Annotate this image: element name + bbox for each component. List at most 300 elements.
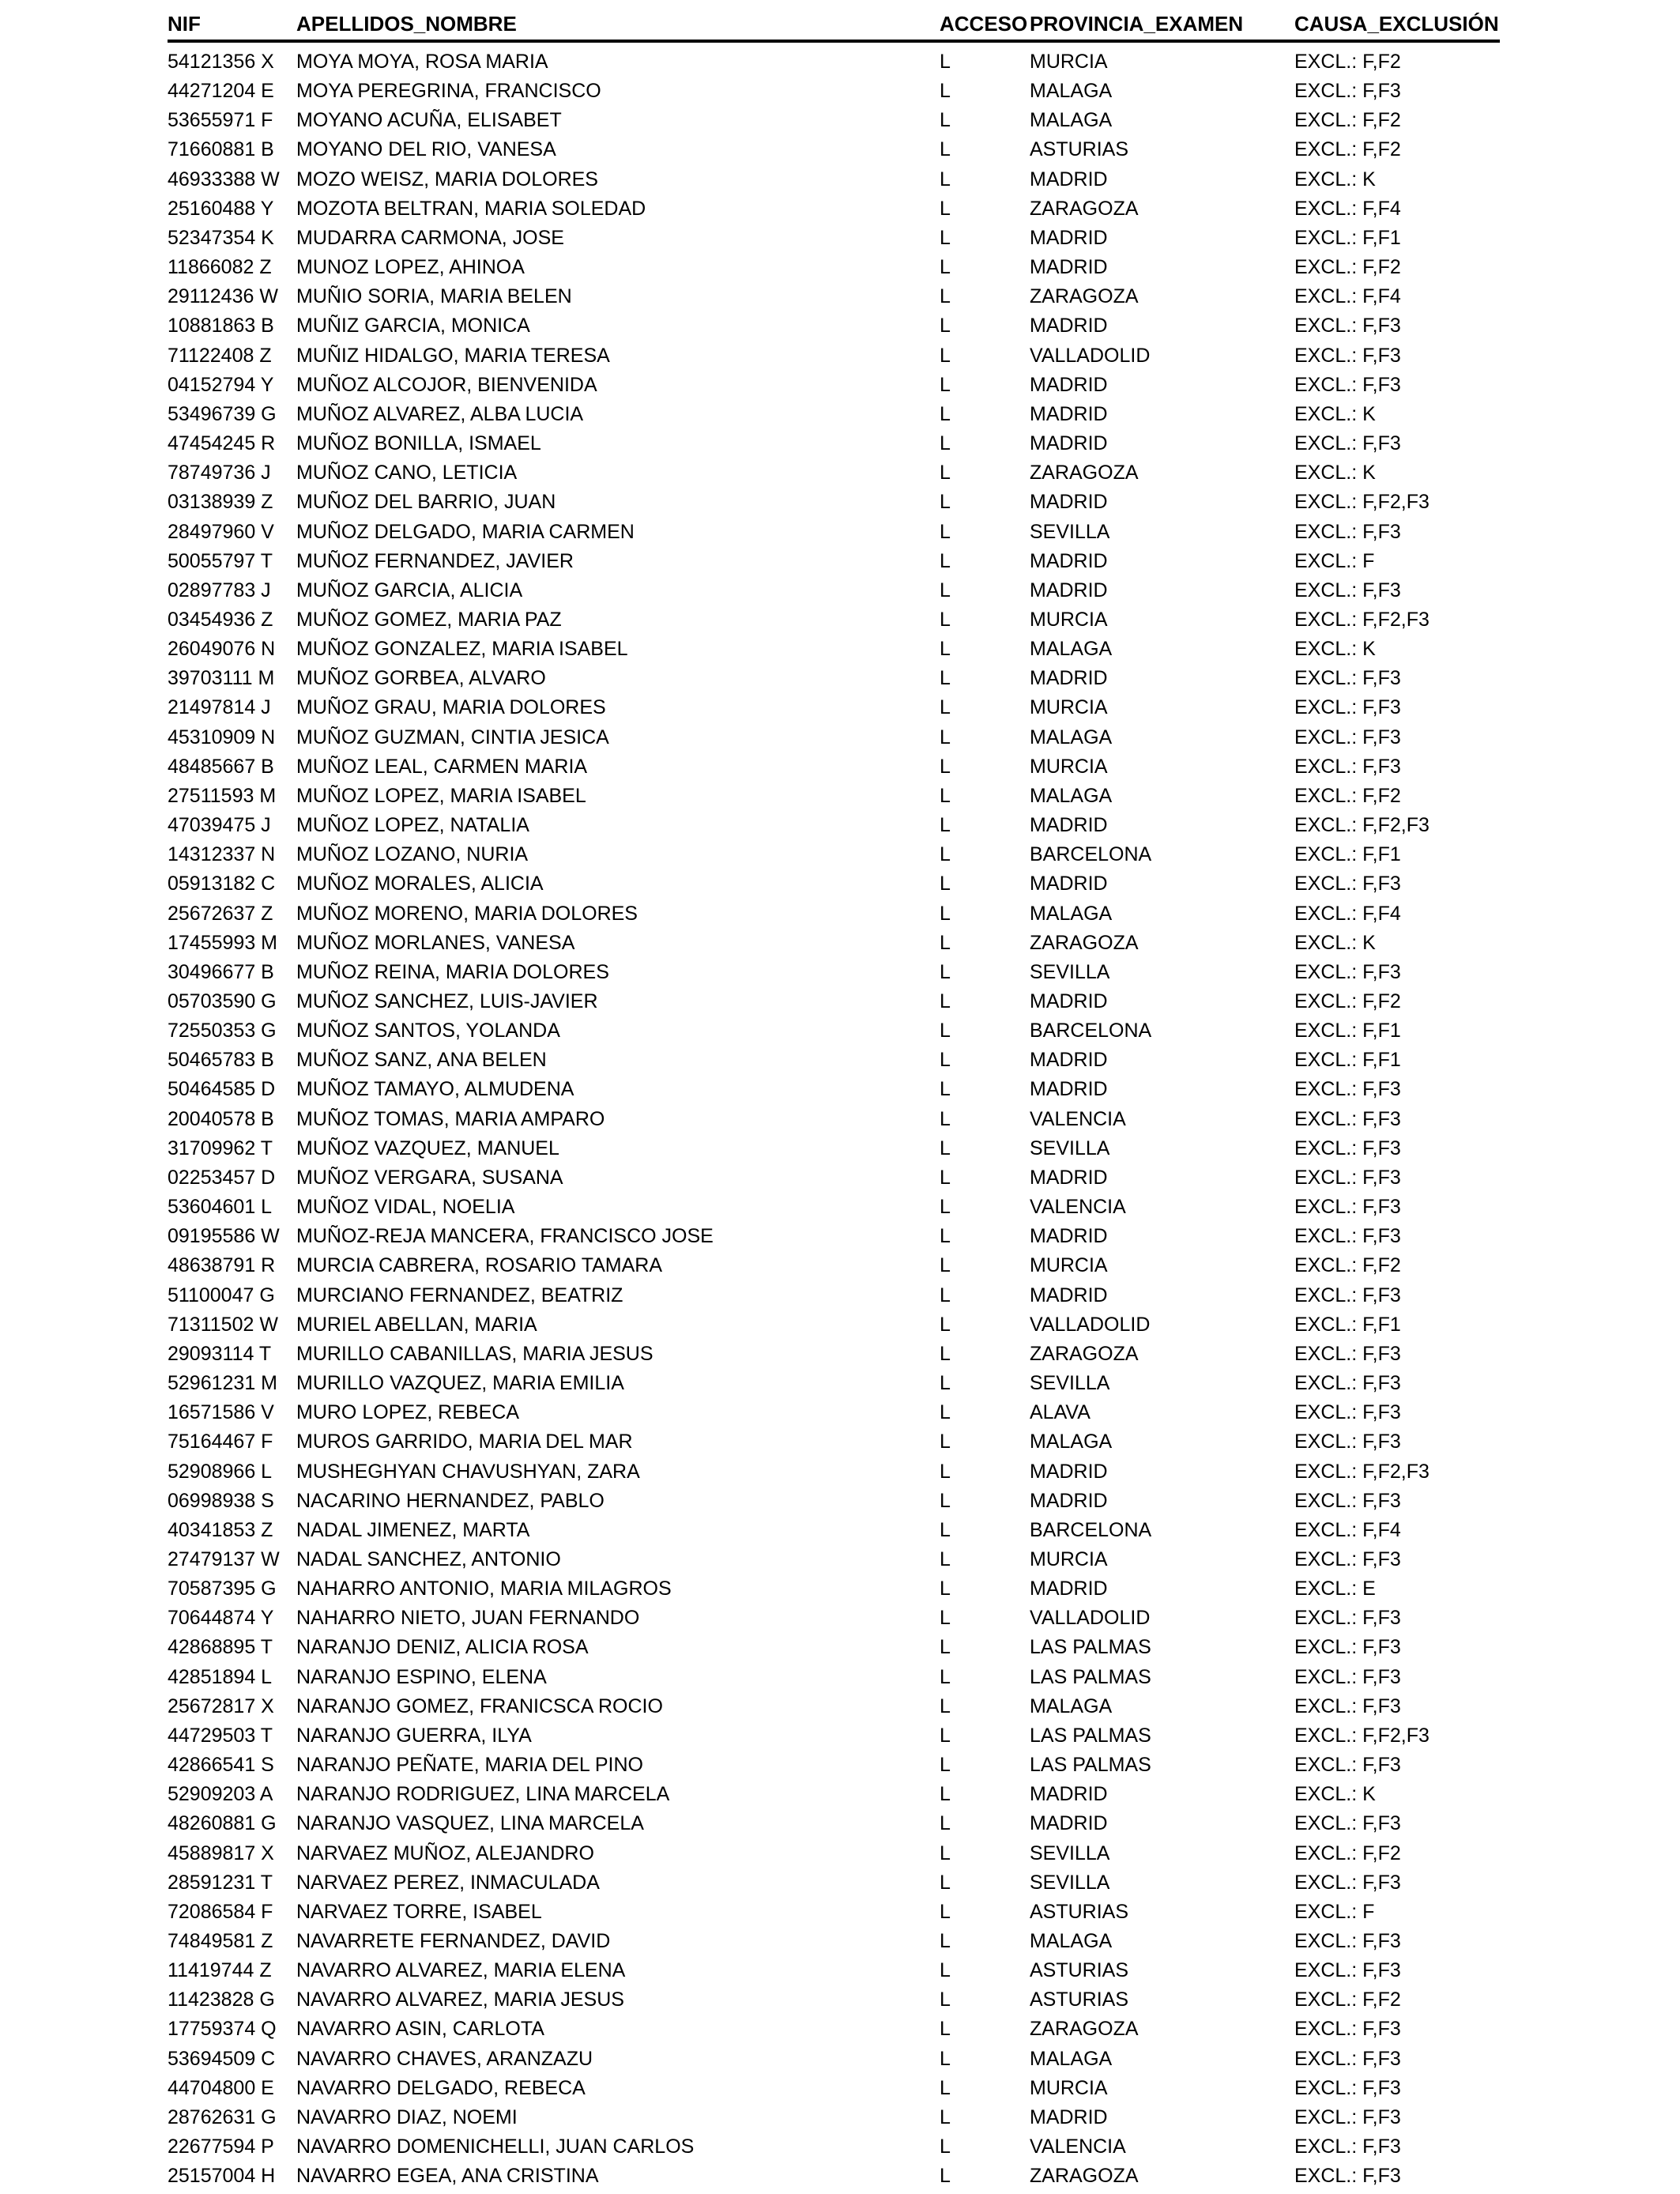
- cell-causa-exclusion: EXCL.: F,F2: [1294, 109, 1401, 132]
- cell-acceso: L: [940, 285, 951, 308]
- cell-provincia-examen: MADRID: [1030, 1489, 1108, 1512]
- cell-provincia-examen: MADRID: [1030, 549, 1108, 572]
- cell-acceso: L: [940, 373, 951, 396]
- cell-causa-exclusion: EXCL.: K: [1294, 1783, 1376, 1806]
- cell-causa-exclusion: EXCL.: F,F3: [1294, 1284, 1401, 1306]
- cell-provincia-examen: VALENCIA: [1030, 1196, 1126, 1219]
- cell-apellidos-nombre: MUÑOZ TOMAS, MARIA AMPARO: [296, 1107, 605, 1130]
- cell-provincia-examen: MURCIA: [1030, 755, 1108, 778]
- cell-nif: 46933388 W: [168, 168, 280, 190]
- table-row: [168, 1516, 1500, 1545]
- table-row: [168, 1574, 1500, 1604]
- cell-acceso: L: [940, 2018, 951, 2041]
- cell-acceso: L: [940, 1724, 951, 1747]
- cell-acceso: L: [940, 315, 951, 337]
- cell-provincia-examen: VALENCIA: [1030, 2136, 1126, 2158]
- table-row: [168, 1046, 1500, 1075]
- cell-nif: 44271204 E: [168, 80, 274, 103]
- cell-causa-exclusion: EXCL.: F: [1294, 1900, 1375, 1923]
- header-nif: NIF: [168, 12, 201, 36]
- cell-causa-exclusion: EXCL.: F,F3: [1294, 315, 1401, 337]
- cell-apellidos-nombre: MUÑIO SORIA, MARIA BELEN: [296, 285, 572, 308]
- cell-provincia-examen: ZARAGOZA: [1030, 2018, 1139, 2041]
- cell-apellidos-nombre: MUDARRA CARMONA, JOSE: [296, 226, 564, 249]
- cell-nif: 11419744 Z: [168, 1959, 272, 1982]
- cell-causa-exclusion: EXCL.: F,F2: [1294, 138, 1401, 161]
- cell-provincia-examen: SEVILLA: [1030, 1842, 1110, 1864]
- cell-causa-exclusion: EXCL.: F,F3: [1294, 1547, 1401, 1570]
- cell-nif: 53496739 G: [168, 402, 277, 425]
- cell-apellidos-nombre: NARANJO RODRIGUEZ, LINA MARCELA: [296, 1783, 670, 1806]
- table-row: [168, 1134, 1500, 1163]
- cell-causa-exclusion: EXCL.: F,F3: [1294, 1959, 1401, 1982]
- table-row: [168, 1075, 1500, 1104]
- cell-acceso: L: [940, 1518, 951, 1541]
- cell-acceso: L: [940, 1959, 951, 1982]
- cell-provincia-examen: MADRID: [1030, 1284, 1108, 1306]
- cell-acceso: L: [940, 1578, 951, 1600]
- cell-nif: 25672637 Z: [168, 902, 273, 925]
- cell-causa-exclusion: EXCL.: F,F3: [1294, 1225, 1401, 1248]
- table-row: [168, 1457, 1500, 1487]
- cell-acceso: L: [940, 843, 951, 866]
- table-body: [168, 47, 1500, 2191]
- cell-acceso: L: [940, 1636, 951, 1659]
- cell-acceso: L: [940, 638, 951, 661]
- cell-nif: 28591231 T: [168, 1871, 273, 1894]
- cell-acceso: L: [940, 168, 951, 190]
- table-row: [168, 958, 1500, 987]
- cell-apellidos-nombre: NAHARRO ANTONIO, MARIA MILAGROS: [296, 1578, 672, 1600]
- cell-nif: 42851894 L: [168, 1665, 273, 1688]
- cell-causa-exclusion: EXCL.: F,F3: [1294, 2018, 1401, 2041]
- cell-apellidos-nombre: MURILLO VAZQUEZ, MARIA EMILIA: [296, 1372, 624, 1395]
- cell-apellidos-nombre: MURILLO CABANILLAS, MARIA JESUS: [296, 1342, 654, 1365]
- cell-provincia-examen: ASTURIAS: [1030, 138, 1129, 161]
- cell-provincia-examen: MADRID: [1030, 226, 1108, 249]
- cell-acceso: L: [940, 990, 951, 1012]
- cell-nif: 47454245 R: [168, 432, 276, 455]
- cell-acceso: L: [940, 1020, 951, 1042]
- cell-causa-exclusion: EXCL.: F,F3: [1294, 80, 1401, 103]
- table-row: [168, 47, 1500, 77]
- cell-acceso: L: [940, 109, 951, 132]
- cell-causa-exclusion: EXCL.: E: [1294, 1578, 1376, 1600]
- cell-provincia-examen: MADRID: [1030, 1783, 1108, 1806]
- table-row: [168, 1780, 1500, 1809]
- cell-provincia-examen: MALAGA: [1030, 109, 1113, 132]
- cell-causa-exclusion: EXCL.: F,F3: [1294, 1754, 1401, 1777]
- cell-causa-exclusion: EXCL.: F,F3: [1294, 873, 1401, 895]
- table-row: [168, 2103, 1500, 2132]
- cell-provincia-examen: SEVILLA: [1030, 520, 1110, 543]
- cell-acceso: L: [940, 1254, 951, 1277]
- cell-nif: 48485667 B: [168, 755, 274, 778]
- cell-provincia-examen: VALLADOLID: [1030, 344, 1151, 367]
- cell-apellidos-nombre: NARVAEZ PEREZ, INMACULADA: [296, 1871, 600, 1894]
- cell-acceso: L: [940, 1372, 951, 1395]
- cell-causa-exclusion: EXCL.: F,F3: [1294, 2136, 1401, 2158]
- cell-acceso: L: [940, 1460, 951, 1483]
- cell-causa-exclusion: EXCL.: F,F2,F3: [1294, 1724, 1430, 1747]
- cell-apellidos-nombre: NAVARRETE FERNANDEZ, DAVID: [296, 1930, 611, 1952]
- cell-acceso: L: [940, 2136, 951, 2158]
- cell-apellidos-nombre: MUROS GARRIDO, MARIA DEL MAR: [296, 1431, 633, 1453]
- cell-nif: 50464585 D: [168, 1078, 276, 1101]
- cell-nif: 10881863 B: [168, 315, 274, 337]
- cell-apellidos-nombre: MUÑOZ LOPEZ, NATALIA: [296, 814, 529, 837]
- cell-apellidos-nombre: MUSHEGHYAN CHAVUSHYAN, ZARA: [296, 1460, 640, 1483]
- cell-acceso: L: [940, 226, 951, 249]
- cell-causa-exclusion: EXCL.: F,F3: [1294, 755, 1401, 778]
- cell-apellidos-nombre: NADAL SANCHEZ, ANTONIO: [296, 1547, 561, 1570]
- cell-apellidos-nombre: MUÑOZ MORLANES, VANESA: [296, 931, 575, 954]
- cell-apellidos-nombre: NAVARRO DOMENICHELLI, JUAN CARLOS: [296, 2136, 695, 2158]
- cell-acceso: L: [940, 902, 951, 925]
- cell-causa-exclusion: EXCL.: F,F3: [1294, 2105, 1401, 2128]
- cell-acceso: L: [940, 784, 951, 807]
- cell-provincia-examen: ZARAGOZA: [1030, 462, 1139, 484]
- cell-nif: 71660881 B: [168, 138, 274, 161]
- cell-acceso: L: [940, 138, 951, 161]
- table-row: [168, 782, 1500, 811]
- header-divider: [168, 40, 1500, 43]
- cell-causa-exclusion: EXCL.: F,F4: [1294, 902, 1401, 925]
- cell-provincia-examen: MADRID: [1030, 1049, 1108, 1072]
- cell-provincia-examen: LAS PALMAS: [1030, 1636, 1151, 1659]
- cell-nif: 74849581 Z: [168, 1930, 273, 1952]
- table-row: [168, 1369, 1500, 1398]
- cell-causa-exclusion: EXCL.: F,F2,F3: [1294, 491, 1430, 514]
- cell-acceso: L: [940, 1313, 951, 1336]
- cell-provincia-examen: LAS PALMAS: [1030, 1754, 1151, 1777]
- table-row: [168, 1427, 1500, 1457]
- cell-provincia-examen: MADRID: [1030, 667, 1108, 690]
- cell-apellidos-nombre: NARANJO VASQUEZ, LINA MARCELA: [296, 1812, 644, 1835]
- cell-causa-exclusion: EXCL.: F,F3: [1294, 1607, 1401, 1630]
- cell-acceso: L: [940, 549, 951, 572]
- cell-nif: 27479137 W: [168, 1547, 280, 1570]
- cell-nif: 04152794 Y: [168, 373, 274, 396]
- table-row: [168, 1663, 1500, 1692]
- cell-causa-exclusion: EXCL.: F,F3: [1294, 1166, 1401, 1189]
- cell-provincia-examen: ZARAGOZA: [1030, 197, 1139, 220]
- cell-nif: 78749736 J: [168, 462, 271, 484]
- header-provincia-examen: PROVINCIA_EXAMEN: [1030, 12, 1244, 36]
- cell-apellidos-nombre: NAHARRO NIETO, JUAN FERNANDO: [296, 1607, 640, 1630]
- cell-provincia-examen: SEVILLA: [1030, 960, 1110, 983]
- cell-apellidos-nombre: MURCIANO FERNANDEZ, BEATRIZ: [296, 1284, 623, 1306]
- table-row: [168, 224, 1500, 253]
- cell-nif: 25160488 Y: [168, 197, 274, 220]
- cell-acceso: L: [940, 1900, 951, 1923]
- cell-acceso: L: [940, 608, 951, 631]
- cell-apellidos-nombre: MUNOZ LOPEZ, AHINOA: [296, 256, 525, 279]
- table-row: [168, 1545, 1500, 1574]
- table-row: [168, 1985, 1500, 2015]
- cell-apellidos-nombre: MUÑOZ GRAU, MARIA DOLORES: [296, 696, 606, 719]
- cell-provincia-examen: MALAGA: [1030, 902, 1113, 925]
- table-row: [168, 458, 1500, 488]
- cell-provincia-examen: MADRID: [1030, 1460, 1108, 1483]
- cell-nif: 45889817 X: [168, 1842, 274, 1864]
- cell-causa-exclusion: EXCL.: F,F1: [1294, 226, 1401, 249]
- cell-provincia-examen: MADRID: [1030, 990, 1108, 1012]
- cell-provincia-examen: MADRID: [1030, 2105, 1108, 2128]
- table-row: [168, 1487, 1500, 1516]
- cell-apellidos-nombre: MOYA PEREGRINA, FRANCISCO: [296, 80, 601, 103]
- cell-nif: 53694509 C: [168, 2047, 276, 2070]
- cell-causa-exclusion: EXCL.: F,F3: [1294, 1078, 1401, 1101]
- header-causa-exclusion: CAUSA_EXCLUSIÓN: [1294, 12, 1499, 36]
- table-row: [168, 1016, 1500, 1046]
- cell-acceso: L: [940, 1783, 951, 1806]
- table-row: [168, 106, 1500, 135]
- cell-causa-exclusion: EXCL.: F,F3: [1294, 2165, 1401, 2188]
- cell-provincia-examen: BARCELONA: [1030, 843, 1152, 866]
- cell-acceso: L: [940, 1401, 951, 1424]
- cell-acceso: L: [940, 579, 951, 601]
- cell-provincia-examen: MALAGA: [1030, 2047, 1113, 2070]
- cell-acceso: L: [940, 80, 951, 103]
- cell-causa-exclusion: EXCL.: F,F3: [1294, 1196, 1401, 1219]
- cell-apellidos-nombre: MUÑIZ HIDALGO, MARIA TERESA: [296, 344, 610, 367]
- cell-causa-exclusion: EXCL.: F,F3: [1294, 1107, 1401, 1130]
- cell-provincia-examen: VALLADOLID: [1030, 1313, 1151, 1336]
- cell-causa-exclusion: EXCL.: F,F3: [1294, 1871, 1401, 1894]
- cell-nif: 11866082 Z: [168, 256, 272, 279]
- cell-acceso: L: [940, 1196, 951, 1219]
- table-row: [168, 1340, 1500, 1369]
- cell-causa-exclusion: EXCL.: F,F1: [1294, 843, 1401, 866]
- cell-acceso: L: [940, 197, 951, 220]
- cell-apellidos-nombre: MUÑOZ CANO, LETICIA: [296, 462, 518, 484]
- cell-nif: 45310909 N: [168, 726, 276, 748]
- cell-apellidos-nombre: MUÑOZ SANTOS, YOLANDA: [296, 1020, 560, 1042]
- table-row: [168, 1633, 1500, 1662]
- cell-provincia-examen: SEVILLA: [1030, 1372, 1110, 1395]
- cell-apellidos-nombre: MURO LOPEZ, REBECA: [296, 1401, 519, 1424]
- cell-causa-exclusion: EXCL.: F,F3: [1294, 696, 1401, 719]
- cell-provincia-examen: LAS PALMAS: [1030, 1665, 1151, 1688]
- cell-provincia-examen: MURCIA: [1030, 1547, 1108, 1570]
- cell-nif: 44729503 T: [168, 1724, 273, 1747]
- cell-nif: 50055797 T: [168, 549, 273, 572]
- cell-causa-exclusion: EXCL.: F,F3: [1294, 960, 1401, 983]
- cell-causa-exclusion: EXCL.: F,F3: [1294, 1401, 1401, 1424]
- cell-nif: 70644874 Y: [168, 1607, 274, 1630]
- cell-nif: 72550353 G: [168, 1020, 277, 1042]
- cell-apellidos-nombre: NARVAEZ MUÑOZ, ALEJANDRO: [296, 1842, 594, 1864]
- cell-provincia-examen: MALAGA: [1030, 80, 1113, 103]
- cell-provincia-examen: SEVILLA: [1030, 1871, 1110, 1894]
- cell-provincia-examen: MADRID: [1030, 256, 1108, 279]
- cell-nif: 17759374 Q: [168, 2018, 277, 2041]
- cell-nif: 54121356 X: [168, 51, 274, 73]
- cell-acceso: L: [940, 1665, 951, 1688]
- cell-causa-exclusion: EXCL.: K: [1294, 638, 1376, 661]
- cell-apellidos-nombre: MUÑOZ REINA, MARIA DOLORES: [296, 960, 609, 983]
- cell-provincia-examen: ZARAGOZA: [1030, 931, 1139, 954]
- cell-acceso: L: [940, 667, 951, 690]
- cell-provincia-examen: MALAGA: [1030, 638, 1113, 661]
- cell-acceso: L: [940, 2165, 951, 2188]
- cell-nif: 21497814 J: [168, 696, 271, 719]
- cell-apellidos-nombre: MURIEL ABELLAN, MARIA: [296, 1313, 537, 1336]
- cell-acceso: L: [940, 1431, 951, 1453]
- cell-causa-exclusion: EXCL.: F,F4: [1294, 285, 1401, 308]
- table-row: [168, 1956, 1500, 1985]
- table-row: [168, 341, 1500, 371]
- cell-causa-exclusion: EXCL.: F,F3: [1294, 432, 1401, 455]
- cell-nif: 71311502 W: [168, 1313, 278, 1336]
- cell-provincia-examen: MALAGA: [1030, 1695, 1113, 1717]
- cell-provincia-examen: ZARAGOZA: [1030, 2165, 1139, 2188]
- header-acceso: ACCESO: [940, 12, 1028, 36]
- cell-nif: 09195586 W: [168, 1225, 280, 1248]
- table-row: [168, 2045, 1500, 2074]
- cell-apellidos-nombre: MUÑOZ DELGADO, MARIA CARMEN: [296, 520, 635, 543]
- table-row: [168, 576, 1500, 605]
- cell-apellidos-nombre: NAVARRO DIAZ, NOEMI: [296, 2105, 518, 2128]
- table-row: [168, 1222, 1500, 1251]
- table-row: [168, 664, 1500, 693]
- cell-nif: 48638791 R: [168, 1254, 276, 1277]
- cell-causa-exclusion: EXCL.: F,F2,F3: [1294, 608, 1430, 631]
- cell-provincia-examen: MALAGA: [1030, 1431, 1113, 1453]
- cell-nif: 44704800 E: [168, 2076, 274, 2099]
- table-row: [168, 2074, 1500, 2103]
- cell-causa-exclusion: EXCL.: F,F3: [1294, 726, 1401, 748]
- cell-causa-exclusion: EXCL.: K: [1294, 931, 1376, 954]
- cell-nif: 72086584 F: [168, 1900, 273, 1923]
- cell-apellidos-nombre: MUÑOZ LOZANO, NURIA: [296, 843, 529, 866]
- cell-apellidos-nombre: MUÑOZ GARCIA, ALICIA: [296, 579, 523, 601]
- cell-nif: 03454936 Z: [168, 608, 273, 631]
- cell-apellidos-nombre: MUÑOZ VIDAL, NOELIA: [296, 1196, 515, 1219]
- cell-causa-exclusion: EXCL.: F,F3: [1294, 1431, 1401, 1453]
- cell-nif: 11423828 G: [168, 1989, 275, 2011]
- cell-provincia-examen: MADRID: [1030, 1166, 1108, 1189]
- cell-provincia-examen: ALAVA: [1030, 1401, 1090, 1424]
- cell-provincia-examen: MADRID: [1030, 168, 1108, 190]
- cell-nif: 02897783 J: [168, 579, 271, 601]
- cell-provincia-examen: MADRID: [1030, 1812, 1108, 1835]
- cell-apellidos-nombre: MUÑOZ LOPEZ, MARIA ISABEL: [296, 784, 586, 807]
- cell-acceso: L: [940, 2105, 951, 2128]
- cell-provincia-examen: MALAGA: [1030, 784, 1113, 807]
- cell-acceso: L: [940, 1049, 951, 1072]
- cell-provincia-examen: MADRID: [1030, 579, 1108, 601]
- cell-nif: 52909203 A: [168, 1783, 273, 1806]
- cell-causa-exclusion: EXCL.: F,F3: [1294, 373, 1401, 396]
- cell-apellidos-nombre: NAVARRO DELGADO, REBECA: [296, 2076, 586, 2099]
- table-row: [168, 929, 1500, 958]
- cell-acceso: L: [940, 1871, 951, 1894]
- cell-apellidos-nombre: NAVARRO EGEA, ANA CRISTINA: [296, 2165, 599, 2188]
- cell-causa-exclusion: EXCL.: F,F2: [1294, 990, 1401, 1012]
- cell-apellidos-nombre: NARANJO GUERRA, ILYA: [296, 1724, 532, 1747]
- table-row: [168, 311, 1500, 341]
- cell-acceso: L: [940, 696, 951, 719]
- cell-causa-exclusion: EXCL.: F,F3: [1294, 1930, 1401, 1952]
- table-row: [168, 1251, 1500, 1280]
- table-row: [168, 253, 1500, 282]
- cell-apellidos-nombre: MUÑOZ GUZMAN, CINTIA JESICA: [296, 726, 609, 748]
- cell-acceso: L: [940, 1166, 951, 1189]
- table-row: [168, 2132, 1500, 2162]
- cell-acceso: L: [940, 51, 951, 73]
- cell-apellidos-nombre: MUÑOZ SANZ, ANA BELEN: [296, 1049, 547, 1072]
- cell-apellidos-nombre: NARVAEZ TORRE, ISABEL: [296, 1900, 542, 1923]
- cell-provincia-examen: MADRID: [1030, 1578, 1108, 1600]
- cell-acceso: L: [940, 344, 951, 367]
- cell-provincia-examen: LAS PALMAS: [1030, 1724, 1151, 1747]
- cell-causa-exclusion: EXCL.: F,F3: [1294, 1372, 1401, 1395]
- cell-provincia-examen: ASTURIAS: [1030, 1959, 1129, 1982]
- cell-acceso: L: [940, 1607, 951, 1630]
- cell-apellidos-nombre: NAVARRO ASIN, CARLOTA: [296, 2018, 544, 2041]
- cell-apellidos-nombre: MUÑOZ MORALES, ALICIA: [296, 873, 544, 895]
- cell-causa-exclusion: EXCL.: F,F3: [1294, 1489, 1401, 1512]
- table-row: [168, 899, 1500, 929]
- cell-acceso: L: [940, 1695, 951, 1717]
- cell-apellidos-nombre: NAVARRO ALVAREZ, MARIA ELENA: [296, 1959, 626, 1982]
- cell-acceso: L: [940, 1107, 951, 1130]
- cell-causa-exclusion: EXCL.: K: [1294, 402, 1376, 425]
- cell-nif: 28762631 G: [168, 2105, 277, 2128]
- table-row: [168, 869, 1500, 899]
- cell-acceso: L: [940, 873, 951, 895]
- cell-provincia-examen: MURCIA: [1030, 1254, 1108, 1277]
- cell-apellidos-nombre: NARANJO PEÑATE, MARIA DEL PINO: [296, 1754, 643, 1777]
- table-row: [168, 840, 1500, 869]
- cell-causa-exclusion: EXCL.: F,F2: [1294, 1989, 1401, 2011]
- cell-nif: 27511593 M: [168, 784, 277, 807]
- cell-acceso: L: [940, 2076, 951, 2099]
- cell-apellidos-nombre: MUÑOZ VERGARA, SUSANA: [296, 1166, 563, 1189]
- cell-provincia-examen: MALAGA: [1030, 726, 1113, 748]
- cell-provincia-examen: MADRID: [1030, 373, 1108, 396]
- cell-provincia-examen: MADRID: [1030, 402, 1108, 425]
- cell-apellidos-nombre: NADAL JIMENEZ, MARTA: [296, 1518, 530, 1541]
- table-row: [168, 1692, 1500, 1721]
- cell-causa-exclusion: EXCL.: K: [1294, 168, 1376, 190]
- cell-nif: 16571586 V: [168, 1401, 274, 1424]
- cell-nif: 51100047 G: [168, 1284, 275, 1306]
- cell-acceso: L: [940, 960, 951, 983]
- cell-apellidos-nombre: MOZOTA BELTRAN, MARIA SOLEDAD: [296, 197, 646, 220]
- cell-provincia-examen: VALLADOLID: [1030, 1607, 1151, 1630]
- table-row: [168, 693, 1500, 722]
- cell-acceso: L: [940, 814, 951, 837]
- cell-acceso: L: [940, 1754, 951, 1777]
- cell-provincia-examen: MADRID: [1030, 1078, 1108, 1101]
- cell-causa-exclusion: EXCL.: F,F3: [1294, 344, 1401, 367]
- cell-provincia-examen: MURCIA: [1030, 696, 1108, 719]
- cell-acceso: L: [940, 726, 951, 748]
- cell-nif: 03138939 Z: [168, 491, 273, 514]
- table-row: [168, 811, 1500, 840]
- cell-provincia-examen: MURCIA: [1030, 51, 1108, 73]
- cell-provincia-examen: MALAGA: [1030, 1930, 1113, 1952]
- table-row: [168, 1398, 1500, 1427]
- cell-provincia-examen: MURCIA: [1030, 2076, 1108, 2099]
- cell-provincia-examen: ASTURIAS: [1030, 1989, 1129, 2011]
- cell-provincia-examen: MADRID: [1030, 873, 1108, 895]
- cell-causa-exclusion: EXCL.: F,F2: [1294, 51, 1401, 73]
- table-row: [168, 2162, 1500, 2191]
